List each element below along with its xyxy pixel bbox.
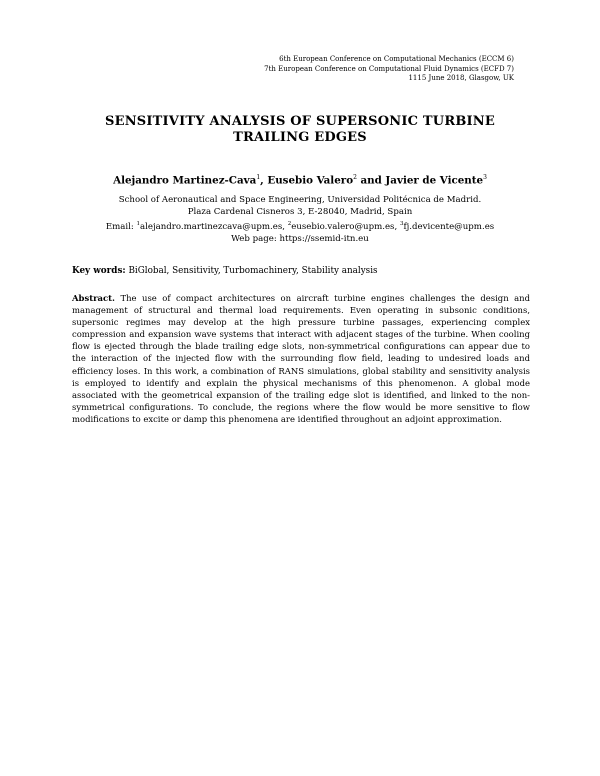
web-page-line: Web page: https://ssemid-itn.eu [231, 233, 369, 244]
email-3-marker: 3 [399, 221, 404, 227]
email-1-marker: 1 [136, 221, 140, 227]
abstract-paragraph [72, 292, 530, 425]
author-1: Alejandro Martinez-Cava [113, 174, 257, 187]
author-separator-2: and [356, 174, 386, 187]
paper-title [0, 114, 600, 146]
email-line [0, 218, 600, 233]
title-line-2: TRAILING EDGES [233, 130, 367, 145]
email-3: fj.devicente@upm.es [403, 221, 495, 232]
affiliation-block [0, 194, 600, 245]
author-separator-1: , [260, 174, 268, 187]
conference-header [264, 55, 514, 84]
email-1: alejandro.martinezcava@upm.es, [139, 221, 288, 232]
affiliation-line-1: School of Aeronautical and Space Engineering, Universidad Politécnica de Madrid. [118, 195, 482, 205]
keywords-label: Key words: [72, 266, 126, 276]
author-2-marker: 2 [353, 174, 357, 181]
author-3: Javier de Vicente [385, 174, 484, 187]
author-list [0, 174, 600, 186]
author-1-marker: 1 [256, 174, 261, 181]
conference-line-2: 7th European Conference on Computational Fluid Dynamics (ECFD 7) [264, 64, 514, 73]
title-line-1: SENSITIVITY ANALYSIS OF SUPERSONIC TURBINE [105, 114, 495, 129]
abstract-text: The use of compact architectures on aircraft turbine engines challenges the design and management of structural and thermal load requirements. Even operating in subsonic conditions, supersonic regimes may develop at the high pressure turbine passages, experiencing complex compression and expansion wave systems that interact with adjacent stages of the turbine. When cooling flow is ejected through the blade trailing edge slots, non-symmetrical configurations can appear due to the interaction of the injected flow with the surrounding flow field, leading to undesired loads and efficiency loses. In this work, a combination of RANS simulations, global stability and sensitivity analysis is employed to identify and explain the physical mechanisms of this phenomenon. A global mode associated with the geometrical expansion of the trailing edge slot is identified, and linked to the non-symmetrical configurations. To conclude, the regions where the flow would be more sensitive to flow modifications to excite or damp this phenomena are identified throughout an adjoint approximation. [72, 293, 530, 424]
abstract-label: Abstract. [72, 293, 115, 303]
email-label: Email: [105, 221, 137, 232]
email-2: eusebio.valero@upm.es, [291, 221, 400, 232]
affiliation-line-2: Plaza Cardenal Cisneros 3, E-28040, Madrid, Spain [187, 207, 413, 217]
conference-line-1: 6th European Conference on Computational Mechanics (ECCM 6) [279, 55, 514, 63]
keywords-line [72, 266, 532, 276]
email-2-marker: 2 [287, 221, 292, 227]
author-3-marker: 3 [483, 174, 487, 181]
keywords-text: BiGlobal, Sensitivity, Turbomachinery, Stability analysis [125, 266, 378, 276]
author-2: Eusebio Valero [267, 174, 354, 187]
conference-line-3: 1115 June 2018, Glasgow, UK [408, 74, 514, 82]
